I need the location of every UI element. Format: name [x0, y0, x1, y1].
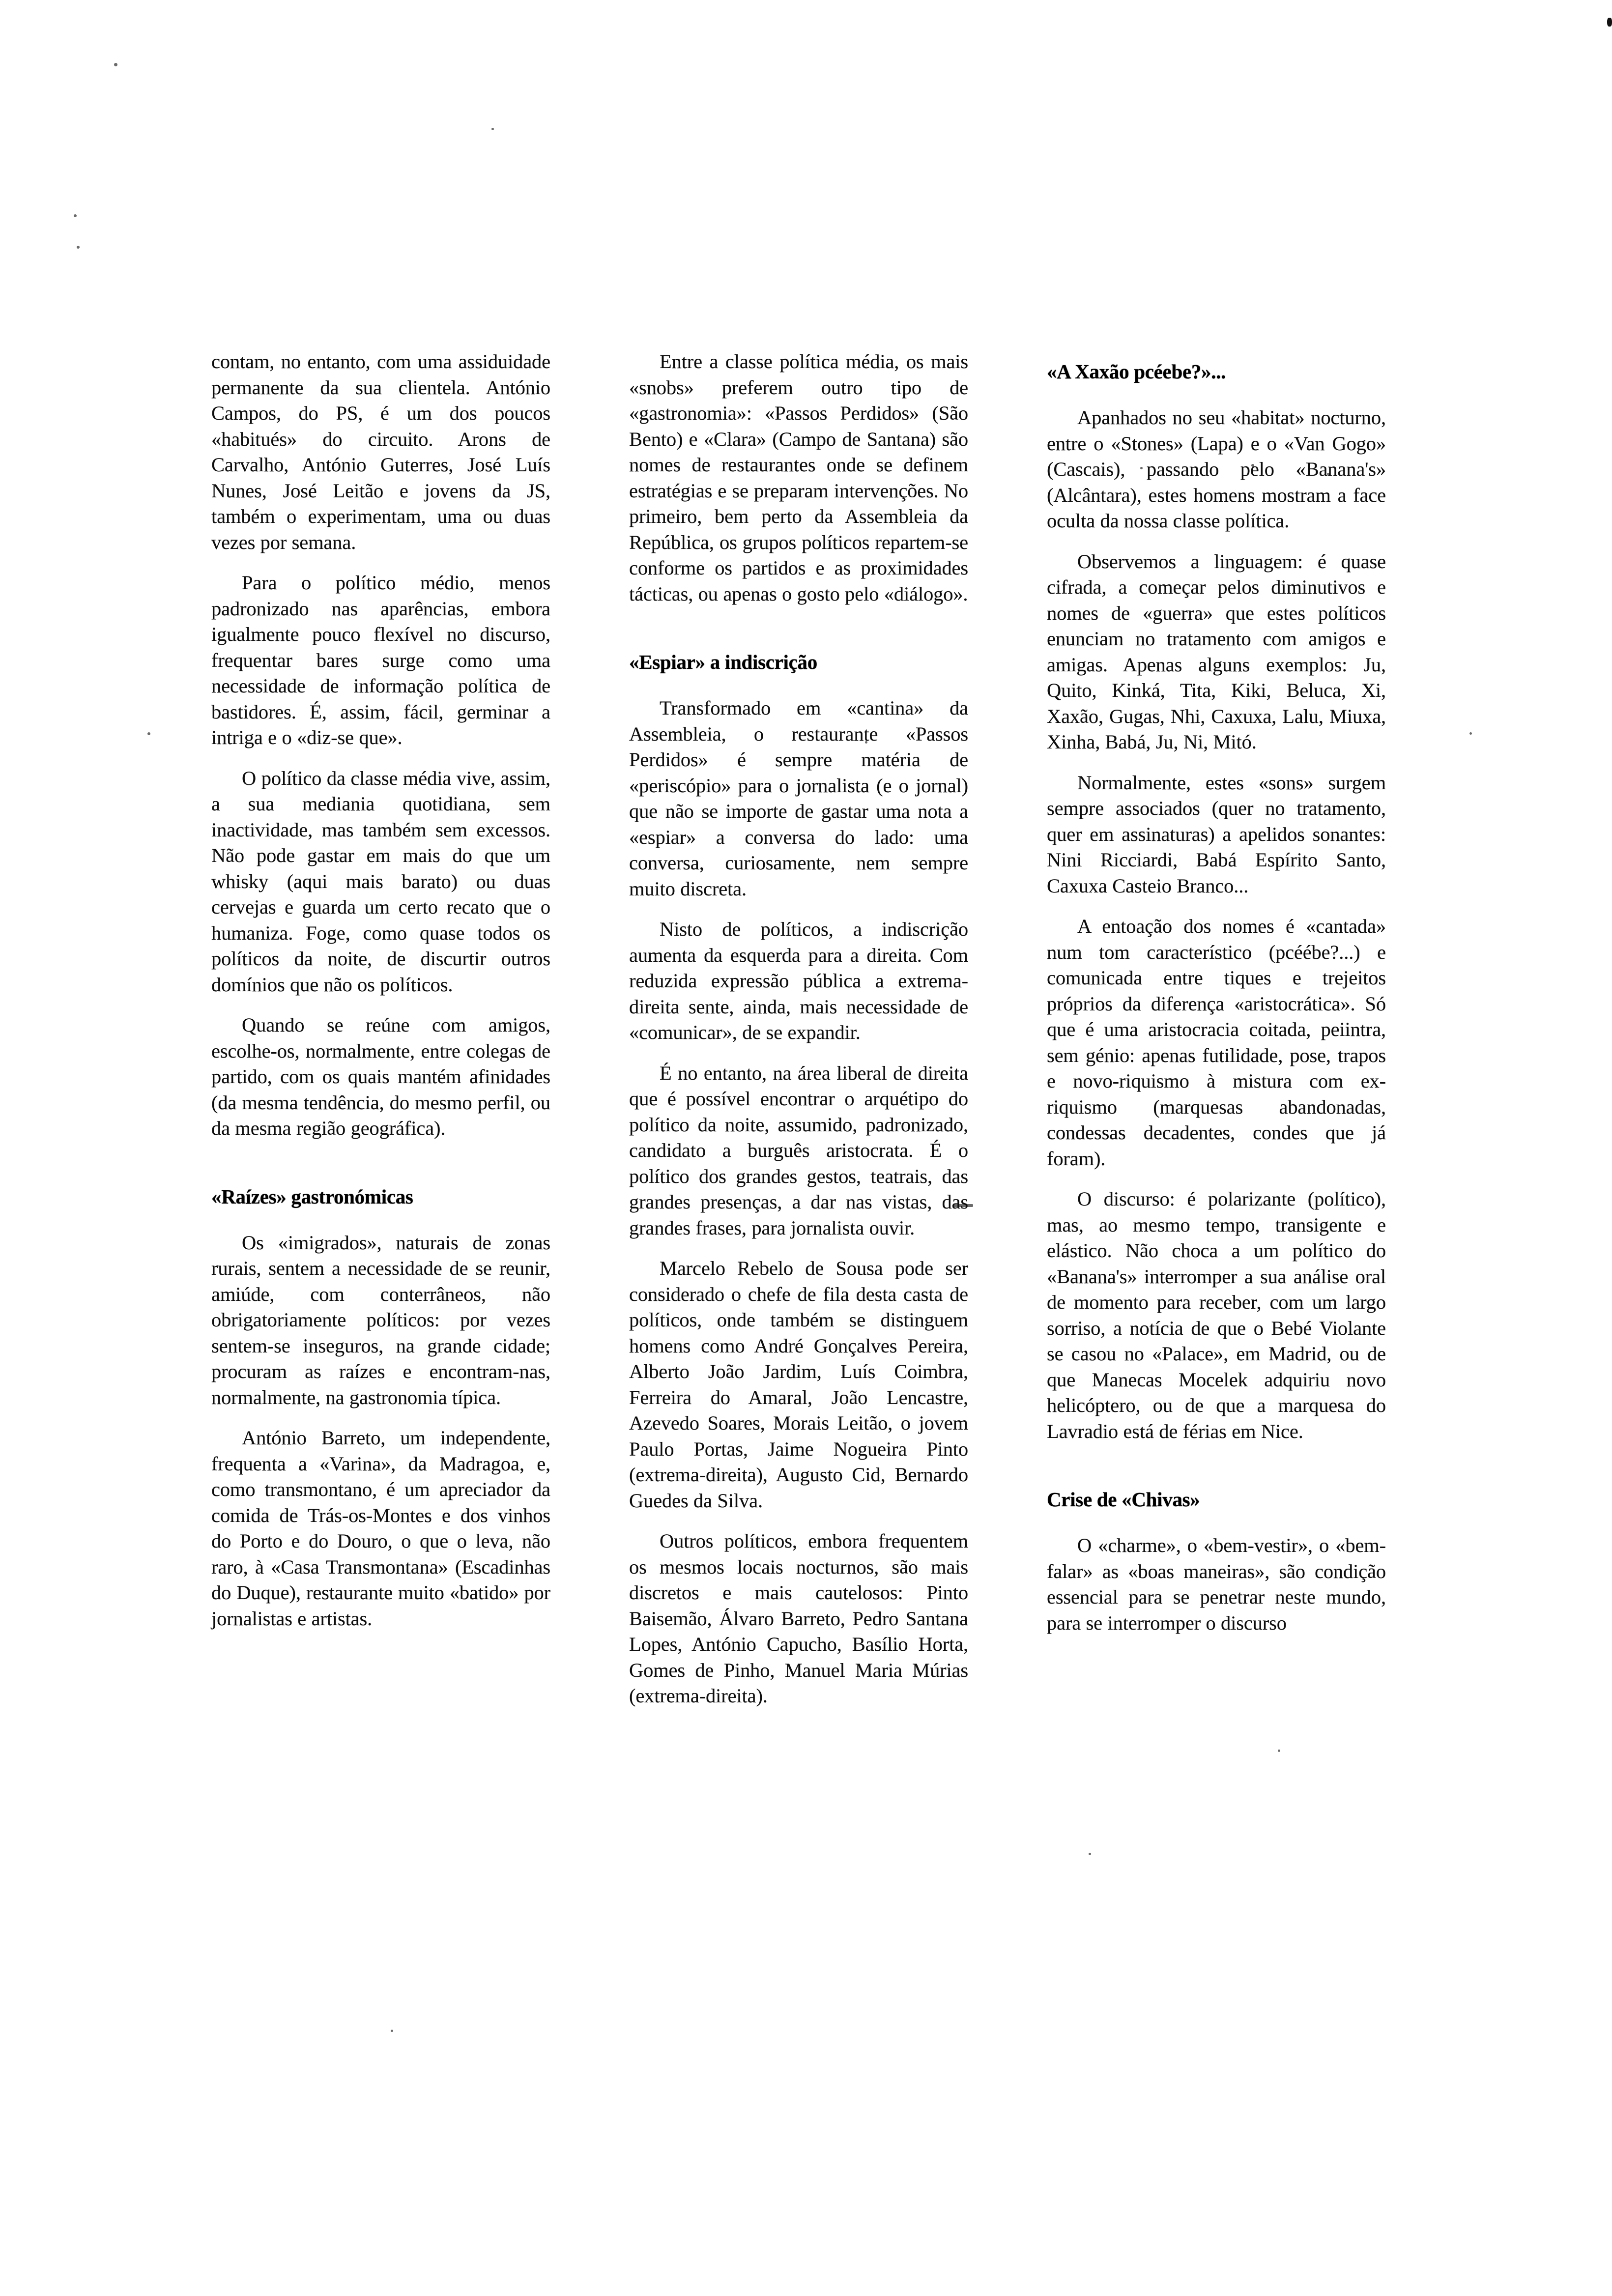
section-heading-a-xaxao-pceebe: «A Xaxão pcéebe?»...: [1047, 360, 1226, 383]
article-columns: [211, 349, 1474, 1724]
paragraph: O político da classe média vive, assim, a sua mediania quotidiana, sem inactividade, mas também sem excessos. Não pode gastar em mais do que um whisky (aqui mais barato) ou duas cervejas e guarda um certo recato que o humaniza. Foge, como quase todos os políticos da noite, de discurtir outros domínios que não os políticos.: [211, 767, 550, 996]
paragraph: Transformado em «cantina» da Assembleia, o restaurante «Passos Perdidos» é sempre matéria de «periscópio» para o jornalista (e o jornal) que não se importe de gastar uma nota a «espiar» a conversa do lado: uma conversa, curiosamente, nem sempre muito discreta.: [629, 697, 968, 900]
scan-edge-mark: [1607, 18, 1612, 27]
spacer: [1047, 1459, 1386, 1487]
paragraph: Entre a classe política média, os mais «snobs» preferem outro tipo de «gastronomia»: «Passos Perdidos» (São Bento) e «Clara» (Campo de Santana) são nomes de restaurantes onde se definem estratégias e se preparam intervenções. No primeiro, bem perto da Assembleia da República, os grupos políticos repartem-se conforme os partidos e as proximidades tácticas, ou apenas o gosto pelo «diálogo».: [629, 350, 968, 605]
scan-speckle: [1089, 1853, 1091, 1855]
paragraph: Outros políticos, embora frequentem os mesmos locais nocturnos, são mais discretos e mais cautelosos: Pinto Baisemão, Álvaro Barreto, Pedro Santana Lopes, António Capucho, Basílio Horta, Gomes de Pinho, Manuel Maria Múrias (extrema-direita).: [629, 1530, 968, 1707]
column-3: [1047, 349, 1386, 1724]
paragraph: contam, no entanto, com uma assiduidade permanente da sua clientela. António Campos, do PS, é um dos poucos «habitués» do circuito. Arons de Carvalho, António Guterres, José Luís Nunes, José Leitão e jovens da JS, também o experimentam, uma ou duas vezes por semana.: [211, 350, 550, 553]
column-1: [211, 349, 550, 1724]
spacer: [1047, 349, 1386, 359]
paragraph: A entoação dos nomes é «cantada» num tom característico (pcéébe?...) e comunicada entre tiques e trejeitos próprios da diferença «aristocrática». Só que é uma aristocracia coitada, peiintra, sem génio: apenas futilidade, pose, trapos e novo-riquismo à mistura com ex-riquismo (marquesas abandonadas, condessas decadentes, condes que já foram).: [1047, 915, 1386, 1170]
scan-speckle: [77, 246, 80, 249]
paragraph: Os «imigrados», naturais de zonas rurais, sentem a necessidade de se reunir, amiúde, com conterrâneos, não obrigatoriamente políticos: por vezes sentem-se inseguros, na grande cidade; procuram as raízes e encontram-nas, normalmente, na gastronomia típica.: [211, 1231, 550, 1408]
scan-speckle: [74, 214, 77, 217]
scan-speckle: [391, 2030, 393, 2032]
paragraph: Normalmente, estes «sons» surgem sempre associados (quer no tratamento, quer em assinaturas) a apelidos sonantes: Nini Ricciardi, Babá Espírito Santo, Caxuxa Casteio Branco...: [1047, 771, 1386, 897]
paragraph: Quando se reúne com amigos, escolhe-os, normalmente, entre colegas de partido, com os quais mantém afinidades (da mesma tendência, do mesmo perfil, ou da mesma região geográfica).: [211, 1014, 550, 1139]
spacer: [629, 679, 968, 695]
scan-speckle: [147, 732, 150, 735]
spacer: [629, 622, 968, 649]
scan-speckle: [491, 128, 494, 130]
paragraph: O «charme», o «bem-vestir», o «bem-falar» as «boas maneiras», são condição essencial para se penetrar neste mundo, para se interromper o discurso: [1047, 1534, 1386, 1634]
spacer: [211, 1156, 550, 1184]
section-heading-raizes-gastronomicas: «Raízes» gastronómicas: [211, 1185, 413, 1208]
paragraph: É no entanto, na área liberal de direita que é possível encontrar o arquétipo do político da noite, assumido, padronizado, candidato a burguês aristocrata. É o político dos grandes gestos, teatrais, das grandes presenças, a dar nas vistas, das grandes frases, para jornalista ouvir.: [629, 1062, 968, 1239]
spacer: [211, 1213, 550, 1230]
scan-speckle: [114, 63, 117, 66]
paragraph: Observemos a linguagem: é quase cifrada, a começar pelos diminutivos e nomes de «guerra» que estes políticos enunciam no tratamento com amigos e amigas. Apenas alguns exemplos: Ju, Quito, Kinká, Tita, Kiki, Beluca, Xi, Xaxão, Gugas, Nhi, Caxuxa, Lalu, Miuxa, Xinha, Babá, Ju, Ni, Mitó.: [1047, 550, 1386, 753]
paragraph: António Barreto, um independente, frequenta a «Varina», da Madragoa, e, como transmontano, é um apreciador da comida de Trás-os-Montes e dos vinhos do Porto e do Douro, o que o leva, não raro, à «Casa Transmontana» (Escadinhas do Duque), restaurante muito «batido» por jornalistas e artistas.: [211, 1427, 550, 1630]
spacer: [1047, 1516, 1386, 1533]
paragraph: Nisto de políticos, a indiscrição aumenta da esquerda para a direita. Com reduzida expressão pública a extrema-direita sente, ainda, mais necessidade de «comunicar», de se expandir.: [629, 918, 968, 1043]
paragraph: Marcelo Rebelo de Sousa pode ser considerado o chefe de fila desta casta de políticos, onde também se distinguem homens como André Gonçalves Pereira, Alberto João Jardim, Luís Coimbra, Ferreira do Amaral, João Lencastre, Azevedo Soares, Morais Leitão, o jovem Paulo Portas, Jaime Nogueira Pinto (extrema-direita), Augusto Cid, Bernardo Guedes da Silva.: [629, 1257, 968, 1512]
paragraph: Apanhados no seu «habitat» nocturno, entre o «Stones» (Lapa) e o «Van Gogo» (Cascais), passando pelo «Banana's» (Alcântara), estes homens mostram a face oculta da nossa classe política.: [1047, 406, 1386, 532]
spacer: [1047, 388, 1386, 405]
paragraph: O discurso: é polarizante (político), mas, ao mesmo tempo, transigente e elástico. Não choca a um político do «Banana's» interromper a sua análise oral de momento para receber, com um largo sorriso, a notícia de que o Bebé Violante se casou no «Palace», em Madrid, ou de que Manecas Mocelek adquiriu novo helicóptero, ou de que a marquesa do Lavradio está de férias em Nice.: [1047, 1188, 1386, 1442]
section-heading-crise-de-chivas: Crise de «Chivas»: [1047, 1488, 1200, 1511]
section-heading-espiar-a-indiscricao: «Espiar» a indiscrição: [629, 651, 817, 673]
scan-speckle: [1278, 1750, 1280, 1752]
paragraph: Para o político médio, menos padronizado nas aparências, embora igualmente pouco flexível no discurso, frequentar bares surge como uma necessidade de informação política de bastidores. É, assim, fácil, germinar a intriga e o «diz-se que».: [211, 572, 550, 748]
column-2: [629, 349, 968, 1724]
